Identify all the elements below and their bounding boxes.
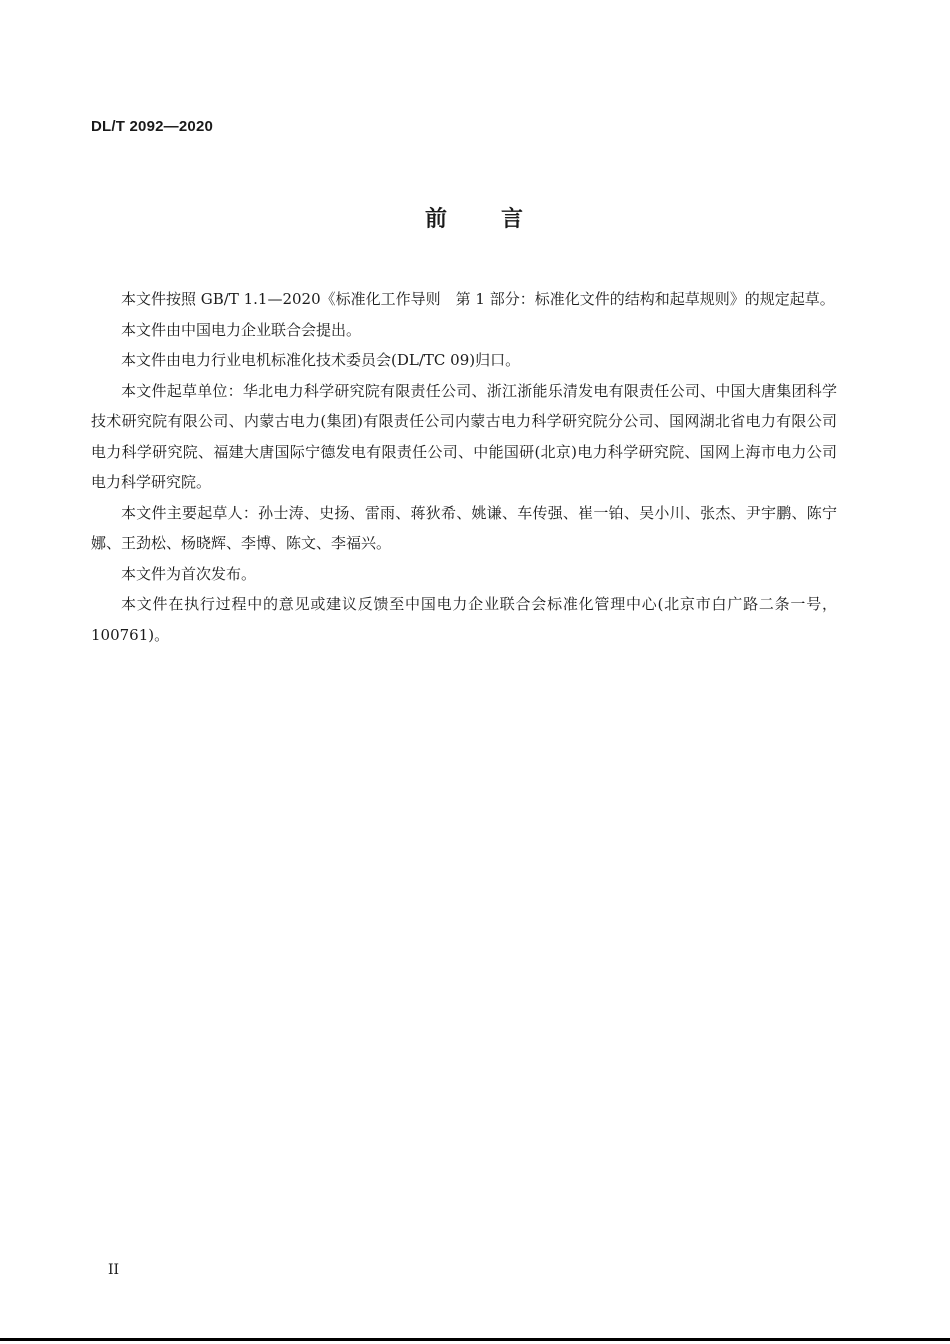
paragraph-drafters: 本文件主要起草人：孙士涛、史扬、雷雨、蒋狄希、姚谦、车传强、崔一铂、吴小川、张杰、尹宇鹏、陈宁娜、王劲松、杨晓辉、李博、陈文、李福兴。 [91, 503, 837, 552]
foreword-body [91, 284, 837, 650]
title-char-1: 前 [424, 207, 449, 232]
paragraph-drafting-basis: 本文件按照 GB/T 1.1—2020《标准化工作导则 第 1 部分：标准化文件的结构和起草规则》的规定起草。 [121, 290, 835, 308]
page-title [0, 202, 950, 233]
document-code: DL/T 2092—2020 [91, 118, 214, 135]
page-number: II [108, 1262, 120, 1278]
paragraph-feedback: 本文件在执行过程中的意见或建议反馈至中国电力企业联合会标准化管理中心(北京市白广路二条一号，100761)。 [91, 595, 837, 644]
paragraph-first-release: 本文件为首次发布。 [121, 564, 257, 583]
paragraph-proposer: 本文件由中国电力企业联合会提出。 [121, 320, 362, 339]
paragraph-committee: 本文件由电力行业电机标准化技术委员会(DL/TC 09)归口。 [121, 351, 521, 369]
title-char-2: 言 [501, 207, 526, 232]
paragraph-drafting-units: 本文件起草单位：华北电力科学研究院有限责任公司、浙江浙能乐清发电有限责任公司、中国大唐集团科学技术研究院有限公司、内蒙古电力(集团)有限责任公司内蒙古电力科学研究院分公司、国网湖北省电力有限公司电力科学研究院、福建大唐国际宁德发电有限责任公司、中能国研(北京)电力科学研究院、国网上海市电力公司电力科学研究院。 [91, 381, 837, 491]
bottom-rule [0, 1338, 950, 1341]
